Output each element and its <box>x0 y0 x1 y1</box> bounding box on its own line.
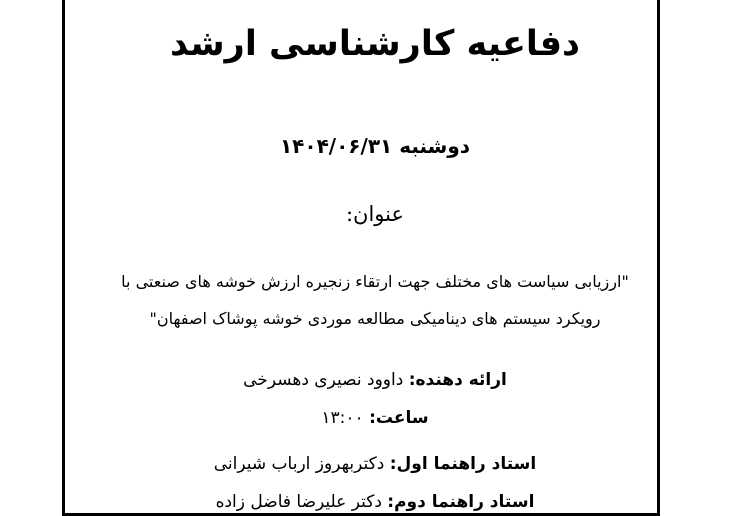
advisor1-name: دکتربهروز ارباب شیرانی <box>213 454 390 474</box>
subject-line-1: "ارزیابی سیاست های مختلف جهت ارتقاء زنجیره ارزش خوشه های صنعتی با <box>121 272 629 291</box>
advisor2-label: استاد راهنما دوم: <box>387 492 535 512</box>
advisor2-name: دکتر علیرضا فاضل زاده <box>215 492 388 512</box>
defense-date: دوشنبه ۱۴۰۴/۰۶/۳۱ <box>279 134 471 158</box>
time-label: ساعت: <box>369 408 429 428</box>
subject-line-2: رویکرد سیستم های دینامیکی مطالعه موردی خوشه پوشاک اصفهان" <box>149 309 601 328</box>
presenter-label: ارائه دهنده: <box>408 370 507 390</box>
time-row <box>0 408 750 428</box>
presenter-name: داوود نصیری دهسرخی <box>243 370 409 390</box>
advisor2-row <box>0 492 750 512</box>
time-value: ۱۳:۰۰ <box>321 408 370 428</box>
advisor1-row <box>0 454 750 474</box>
presenter-row <box>0 370 750 390</box>
advisor1-label: استاد راهنما اول: <box>389 454 537 474</box>
page-border <box>62 0 660 516</box>
subject-label: عنوان: <box>345 202 405 226</box>
page-title: دفاعیه کارشناسی ارشد <box>170 24 580 64</box>
